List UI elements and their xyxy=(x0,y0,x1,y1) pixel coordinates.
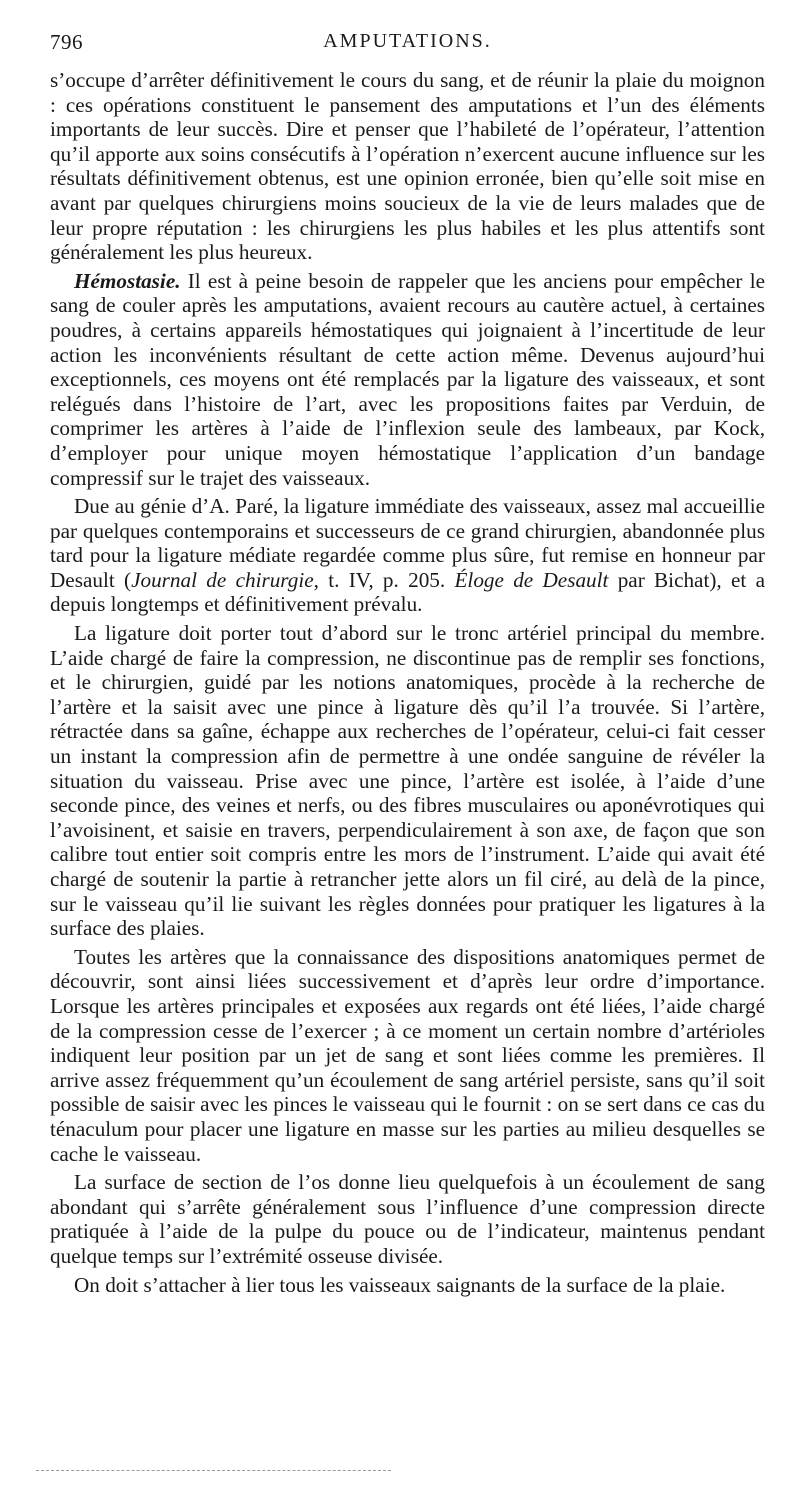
eloge-title: Éloge de Desault xyxy=(454,567,609,592)
paragraph-ligature-history xyxy=(50,494,765,617)
page-number: 796 xyxy=(50,30,83,54)
paragraph-ligature-technique: La ligature doit porter tout d’abord sur le tronc artériel principal du membre. L’aide chargé de faire la compression, ne discontinue pas de remplir ses fonctions, et le chirurgien, guidé par les notions anatomiques, procède à la recherche de l’artère et la saisit avec une pince à ligature dès qu’il l’a trouvée. Si l’artère, rétractée dans sa gaîne, échappe aux recherches de l’opérateur, celui-ci fait cesser un instant la compression afin de permettre à une ondée sanguine de révéler la situation du vaisseau. Prise avec une pince, l’artère est isolée, à l’aide d’une seconde pince, des veines et nerfs, ou des fibres musculaires ou aponévrotiques qui l’avoisinent, et saisie en travers, perpendiculairement à son axe, de façon que son calibre tout entier soit compris entre les mors de l’instrument. L’aide qui avait été chargé de soutenir la partie à retrancher jette alors un fil ciré, au delà de la pince, sur le vaisseau qu’il lie suivant les règles données pour pratiquer les ligatures à la surface des plaies. xyxy=(50,621,765,941)
paragraph-text: Due au génie d’A. Paré, la ligature immédiate des vaisseaux, assez mal accueillie par quelques contemporains et successeurs de ce grand chirurgien, abandonnée plus tard pour la ligature médiate regardée comme plus sûre, fut remise en honneur par Desault ( xyxy=(50,494,765,592)
paragraph-final: On doit s’attacher à lier tous les vaisseaux saignants de la surface de la plaie. xyxy=(74,1272,726,1297)
paragraph-bone-section: La surface de section de l’os donne lieu quelquefois à un écoulement de sang abondant qui s’arrête généralement sous l’influence d’une compression directe pratiquée à l’aide de la pulpe du pouce ou de l’indicateur, maintenus pendant quelque temps sur l’extrémité osseuse divisée. xyxy=(50,1170,765,1268)
citation-text: , t. IV, p. 205. xyxy=(313,567,455,592)
paragraph-continuation: s’occupe d’arrêter définitivement le cours du sang, et de réunir la plaie du moignon : ces opérations constituent le pansement des amputations et l’un des éléments importants de leur succès. Dire et penser que l’habileté de l’opérateur, l’attention qu’il apporte aux soins consécutifs à l’opération n’exercent aucune influence sur les résultats définitivement obtenus, est une opinion erronée, bien qu’elle soit mise en avant par quelques chirurgiens moins soucieux de la vie de leurs malades que de leur propre réputation : les chirurgiens les plus habiles et les plus attentifs sont généralement les plus heureux. xyxy=(50,68,765,265)
page-header xyxy=(50,30,765,56)
paragraph-arteries: Toutes les artères que la connaissance des dispositions anatomiques permet de découvrir, sont ainsi liées successivement et d’après leur ordre d’importance. Lorsque les artères principales et exposées aux regards ont été liées, l’aide chargé de la compression cesse de l’exercer ; à ce moment un certain nombre d’artérioles indiquent leur position par un jet de sang et sont liées comme les premières. Il arrive assez fréquemment qu’un écoulement de sang artériel persiste, sans qu’il soit possible de saisir avec les pinces le vaisseau qui le fournit : on se sert dans ce cas du ténaculum pour placer une ligature en masse sur les parties au milieu desquelles se cache le vaisseau. xyxy=(50,944,765,1166)
footer-rule xyxy=(36,1470,391,1471)
journal-title: Journal de chirurgie xyxy=(131,567,314,592)
paragraph-text: Il est à peine besoin de rappeler que les anciens pour empêcher le sang de couler après les amputations, avaient recours au cautère actuel, à certaines poudres, à certains appareils hémostatiques qui joignaient à l’incertitude de leur action les inconvénients résultant de cette action même. Devenus aujourd’hui exceptionnels, ces moyens ont été remplacés par la ligature des vaisseaux, et sont relégués dans l’histoire de l’art, avec les propositions faites par Verduin, de comprimer les artères à l’aide de l’inflexion seule des lambeaux, par Kock, d’employer pour unique moyen hémostatique l’application d’un bandage compressif sur le trajet des vaisseaux. xyxy=(50,268,765,490)
paragraph-hemostasie xyxy=(50,269,765,490)
running-head: AMPUTATIONS. xyxy=(323,30,492,52)
paragraph-text: par Bichat), et a depuis longtemps et définitivement prévalu. xyxy=(50,567,765,617)
section-lead-term: Hémostasie. xyxy=(74,268,181,293)
body-text xyxy=(50,68,765,1297)
